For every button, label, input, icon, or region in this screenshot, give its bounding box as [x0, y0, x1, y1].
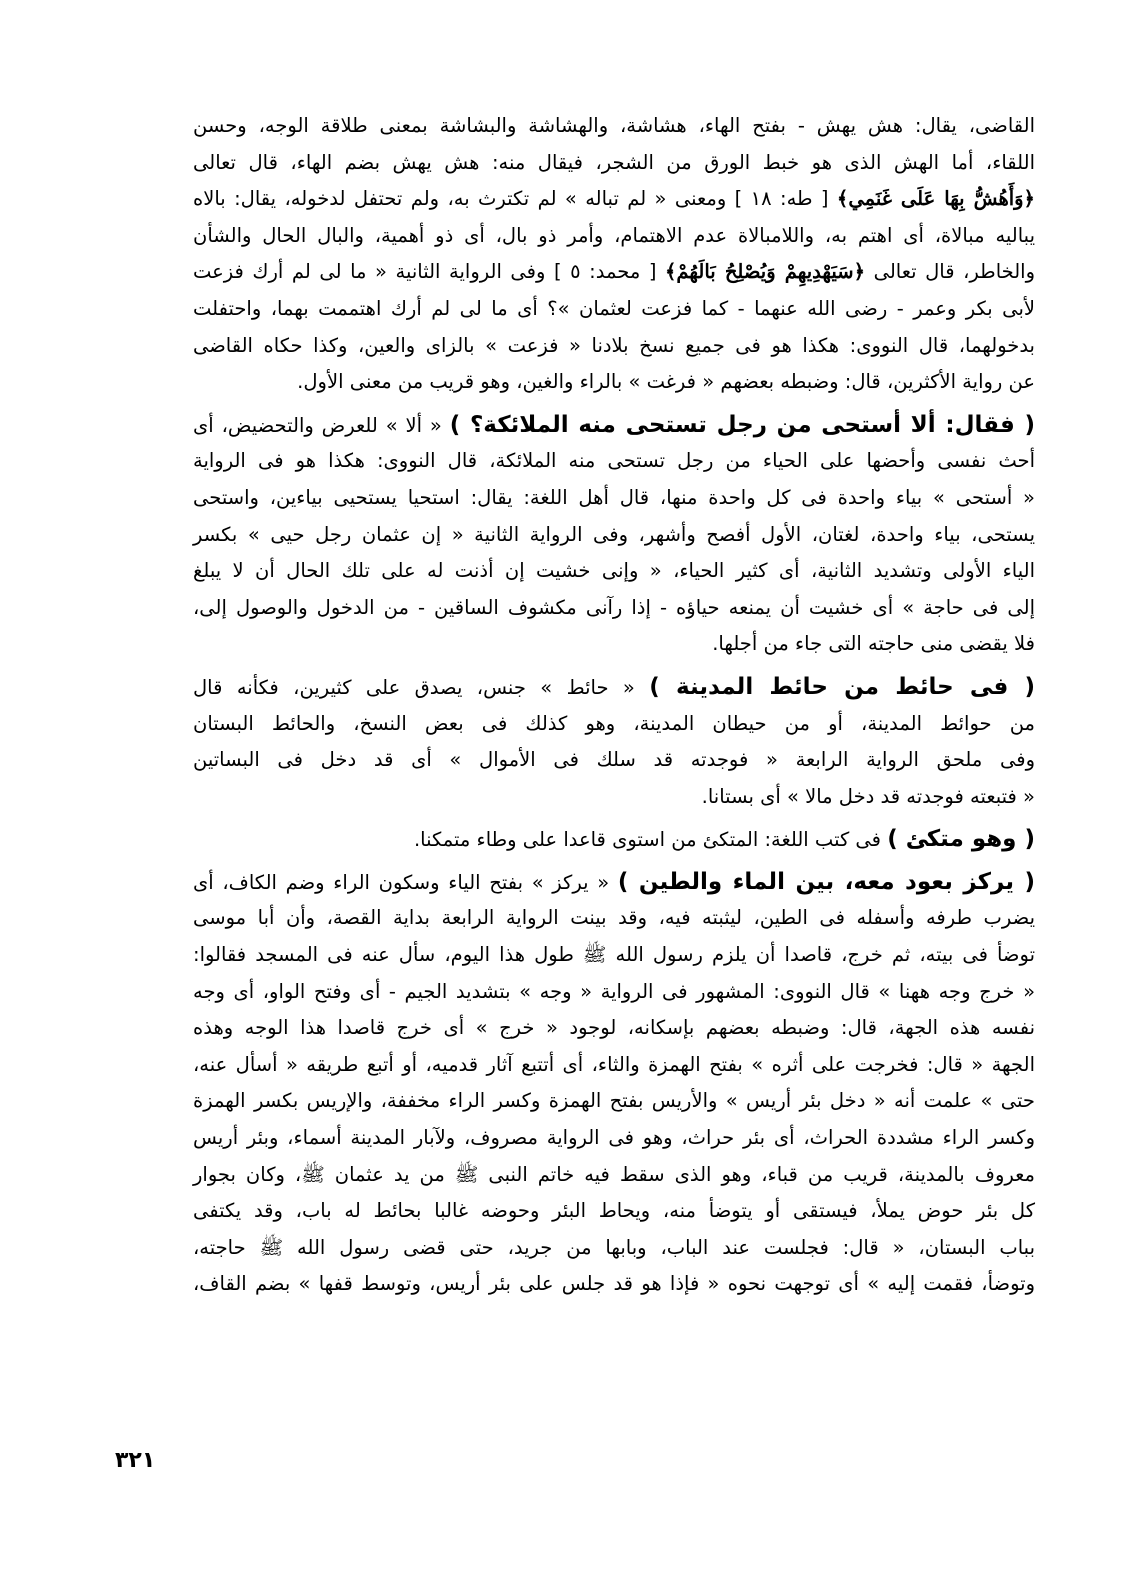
text-line: وكسر الراء مشددة الحراث، أى بئر حراث، وهو فى الرواية مصروف، ولآبار المدينة أسماء، وبئر أريس	[193, 1126, 1035, 1150]
text-line: حتى » علمت أنه « دخل بئر أريس » والأريس بفتح الهمزة وكسر الراء مخففة، والإريس بكسر الهمزة	[193, 1089, 1035, 1113]
line-text: والخاطر، قال تعالى	[865, 260, 1036, 284]
line-text: « ألا » للعرض والتحضيض، أى	[193, 413, 450, 437]
text-line: « خرج وجه ههنا » قال النووى: المشهور فى الرواية « وجه » بتشديد الجيم - أى وفتح الواو، أى وجه	[193, 979, 1035, 1003]
text-line: يستحى، بياء واحدة، لغتان، الأول أفصح وأشهر، وفى الرواية الثانية « إن عثمان رجل حيى » بكسر	[193, 522, 1035, 546]
text-line	[193, 181, 1035, 218]
text-line: وفى ملحق الرواية الرابعة « فوجدته قد سلك فى الأموال » أى قد دخل فى البساتين	[193, 748, 1035, 772]
text-line	[193, 254, 1035, 291]
text-line: من حوائط المدينة، أو من حيطان المدينة، وهو كذلك فى بعض النسخ، والحائط البستان	[193, 711, 1035, 735]
paragraph-5	[193, 864, 1035, 1303]
text-line: إلى فى حاجة » أى خشيت أن يمنعه حياؤه - إذا رآنى مكشوف الساقين - من الدخول والوصول إلى،	[193, 595, 1035, 619]
text-line: لأبى بكر وعمر - رضى الله عنهما - كما فزعت لعثمان »؟ أى ما لى لم أرك اهتممت بهما، واحتفلت	[193, 296, 1035, 320]
text-line	[193, 864, 1035, 901]
section-heading: ( فى حائط من حائط المدينة )	[649, 673, 1035, 700]
quran-verse: ﴿وَأَهُشُّ بِهَا عَلَى غَنَمِي﴾	[836, 187, 1035, 211]
quran-verse: ﴿سَيَهْدِيهِمْ وَيُصْلِحُ بَالَهُمْ﴾	[665, 260, 866, 284]
line-text: « يركز » بفتح الياء وسكون الراء وضم الكاف، أى	[193, 870, 618, 894]
text-line	[193, 821, 1035, 858]
text-line: بباب البستان، « قال: فجلست عند الباب، وبابها من جريد، حتى قضى رسول الله ﷺ حاجته،	[193, 1235, 1035, 1259]
section-heading: ( فقال: ألا أستحى من رجل تستحى منه الملائكة؟ )	[449, 411, 1035, 438]
line-text: [ طه: ١٨ ] ومعنى « لم تباله » لم تكترث به، ولم تحتفل لدخوله، يقال: بالاه	[193, 187, 837, 211]
line-text: « حائط » جنس، يصدق على كثيرين، فكأنه قال	[193, 675, 650, 699]
text-line: « أستحى » بياء واحدة فى كل واحدة منها، قال أهل اللغة: يقال: استحيا يستحيى بياءين، واستحى	[193, 485, 1035, 509]
text-line: نفسه هذه الجهة، قال: وضبطه بعضهم بإسكانه، لوجود « خرج » أى خرج قاصدا هذا الوجه وهذه	[193, 1016, 1035, 1040]
paragraph-3	[193, 669, 1035, 815]
line-text: فى كتب اللغة: المتكئ من استوى قاعدا على وطاء متمكنا.	[413, 828, 888, 852]
text-line: أحث نفسى وأحضها على الحياء من رجل تستحى منه الملائكة، قال النووى: هكذا هو فى الرواية	[193, 449, 1035, 473]
text-line: عن رواية الأكثرين، قال: وضبطه بعضهم « فرغت » بالراء والغين، وهو قريب من معنى الأول.	[297, 370, 1035, 394]
paragraph-2	[193, 407, 1035, 663]
text-line: يضرب طرفه وأسفله فى الطين، ليثبته فيه، وقد بينت الرواية الرابعة بداية القصة، وأن أبا موسى	[193, 906, 1035, 930]
text-line: فلا يقضى منى حاجته التى جاء من أجلها.	[712, 632, 1035, 656]
paragraph-1	[193, 108, 1035, 401]
text-line: الجهة « قال: فخرجت على أثره » بفتح الهمزة والثاء، أى أتتبع آثار قدميه، أو أتبع طريقه « أسأل عنه،	[193, 1052, 1035, 1076]
section-heading: ( يركز بعود معه، بين الماء والطين )	[617, 868, 1035, 895]
text-line	[193, 407, 1035, 444]
text-line: يباليه مبالاة، أى اهتم به، واللامبالاة عدم الاهتمام، وأمر ذو بال، أى ذو أهمية، والبال الحال والشأن	[193, 223, 1035, 247]
section-heading: ( وهو متكئ )	[887, 826, 1035, 853]
text-line: القاضى، يقال: هش يهش - بفتح الهاء، هشاشة، والهشاشة والبشاشة بمعنى طلاقة الوجه، وحسن	[193, 114, 1035, 137]
text-line: كل بئر حوض يملأ، فيستقى أو يتوضأ منه، ويحاط البئر وحوضه غالبا بحائط له باب، وقد يكتفى	[193, 1199, 1035, 1223]
text-line	[193, 669, 1035, 706]
text-line: وتوضأ، فقمت إليه » أى توجهت نحوه « فإذا هو قد جلس على بئر أريس، وتوسط قفها » بضم القاف،	[193, 1272, 1035, 1296]
paragraph-4	[193, 821, 1035, 858]
text-line: توضأ فى بيته، ثم خرج، قاصدا أن يلزم رسول الله ﷺ طول هذا اليوم، سأل عنه فى المسجد فقالوا:	[193, 943, 1035, 967]
page-number: ٣٢١	[115, 1448, 156, 1473]
text-line: معروف بالمدينة، قريب من قباء، وهو الذى سقط فيه خاتم النبى ﷺ من يد عثمان ﷺ، وكان بجوار	[193, 1162, 1035, 1186]
book-page	[193, 108, 1035, 1303]
text-line: الياء الأولى وتشديد الثانية، أى كثير الحياء، « وإنى خشيت إن أذنت له على تلك الحال أن لا يبلغ	[193, 559, 1035, 583]
text-line: « فتبعته فوجدته قد دخل مالا » أى بستانا.	[701, 784, 1035, 808]
text-line: بدخولهما، قال النووى: هكذا هو فى جميع نسخ بلادنا « فزعت » بالزاى والعين، وكذا حكاه القاضى	[193, 333, 1035, 357]
text-line: اللقاء، أما الهش الذى هو خبط الورق من الشجر، فيقال منه: هش يهش بضم الهاء، قال تعالى	[193, 150, 1035, 174]
line-text: [ محمد: ٥ ] وفى الرواية الثانية « ما لى لم أرك فزعت	[193, 260, 665, 284]
